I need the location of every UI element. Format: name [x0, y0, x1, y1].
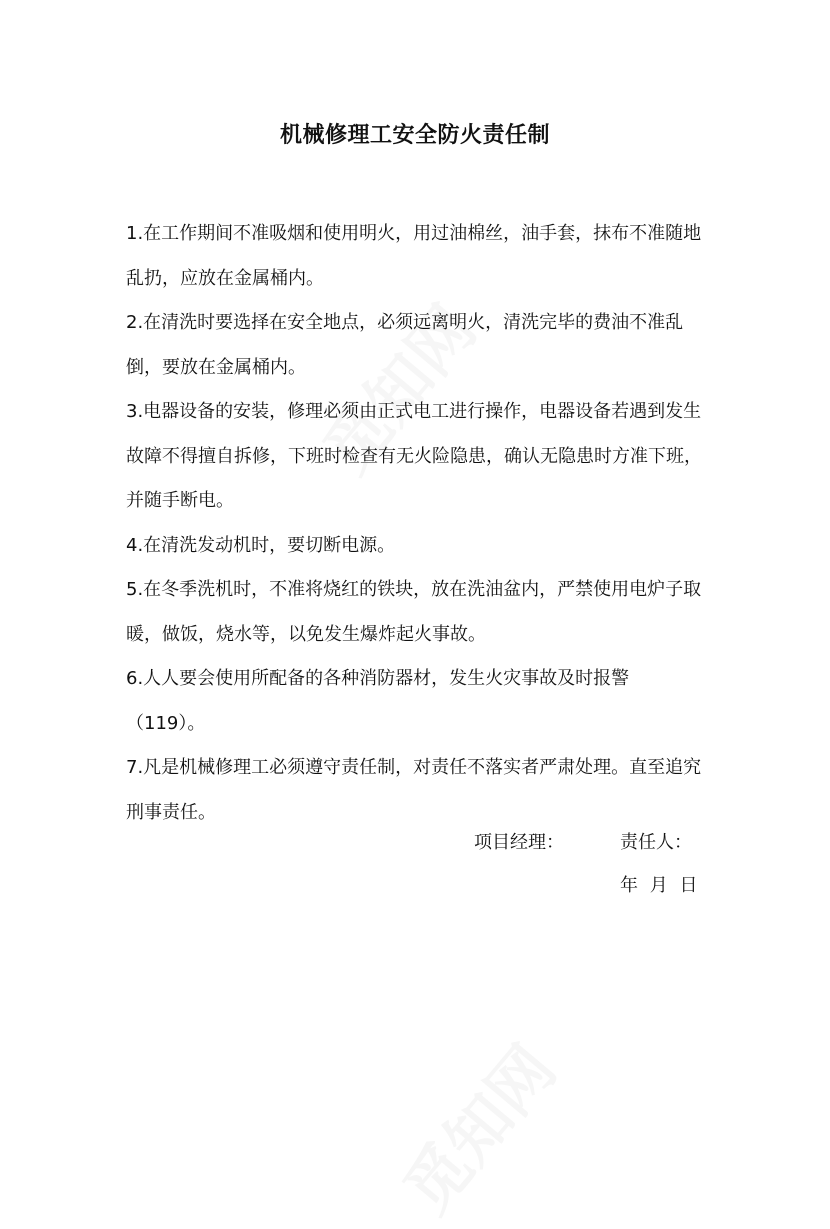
rule-item-1: 1.在工作期间不准吸烟和使用明火，用过油棉丝，油手套，抹布不准随地乱扔，应放在金属桶内。 [126, 223, 702, 289]
responsible-person-label: 责任人： [620, 832, 692, 853]
rule-item-2: 2.在清洗时要选择在安全地点，必须远离明火，清洗完毕的费油不准乱倒，要放在金属桶内。 [126, 312, 684, 378]
page-title: 机械修理工安全防火责任制 [279, 123, 550, 148]
rule-item-5: 5.在冬季洗机时，不准将烧红的铁块，放在洗油盆内，严禁使用电炉子取暖，做饭，烧水等，以免发生爆炸起火事故。 [126, 579, 702, 645]
watermark [379, 1023, 573, 1229]
date-label: 年 月 日 [620, 875, 698, 896]
project-manager-label: 项目经理： [474, 832, 564, 853]
rule-item-4: 4.在清洗发动机时，要切断电源。 [126, 534, 396, 556]
rule-item-3: 3.电器设备的安装，修理必须由正式电工进行操作，电器设备若遇到发生故障不得擅自拆修，下班时检查有无火险隐患，确认无隐患时方准下班，并随手断电。 [126, 401, 702, 511]
rule-item-6: 6.人人要会使用所配备的各种消防器材，发生火灾事故及时报警（119）。 [126, 668, 630, 734]
rule-item-7: 7.凡是机械修理工必须遵守责任制，对责任不落实者严肃处理。直至追究刑事责任。 [126, 757, 702, 823]
document-body [126, 212, 706, 835]
